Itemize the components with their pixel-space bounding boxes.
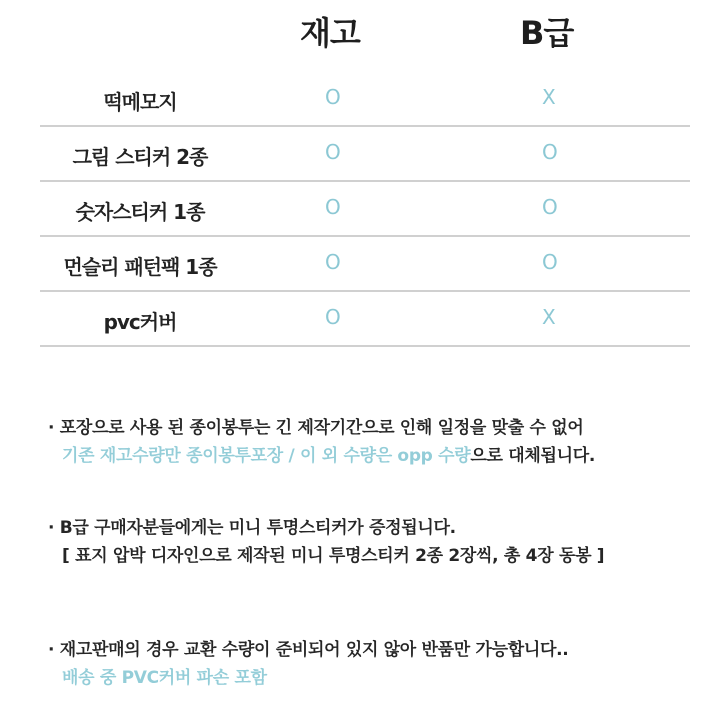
note-highlight: 배송 중 PVC커버 파손 포함 [62,668,267,688]
comparison-table [40,72,690,347]
bgrade-mark: O [542,195,558,219]
note-packaging [48,414,595,470]
table-row [40,237,690,292]
bgrade-mark: O [542,140,558,164]
stock-mark: O [325,305,341,329]
table-row [40,127,690,182]
stock-mark: O [325,250,341,274]
note-text: · 포장으로 사용 된 종이봉투는 긴 제작기간으로 인해 일정을 맞출 수 없어 [48,418,584,438]
row-label: 떡메모지 [103,90,177,114]
row-label: 숫자스티커 1종 [75,200,205,224]
table-header [0,8,720,58]
note-text: · 재고판매의 경우 교환 수량이 준비되어 있지 않아 반품만 가능합니다.. [48,640,569,660]
row-label: 그림 스티커 2종 [72,145,208,169]
row-label: 먼슬리 패턴팩 1종 [63,255,217,279]
stock-mark: O [325,140,341,164]
stock-mark: O [325,85,341,109]
row-label: pvc커버 [103,310,177,334]
table-row [40,182,690,237]
bgrade-mark: X [542,305,556,329]
bgrade-mark: X [542,85,556,109]
column-header-bgrade: B급 [520,14,574,52]
table-row [40,72,690,127]
column-header-stock: 재고 [300,14,360,52]
note-text: 으로 대체됩니다. [470,446,596,466]
note-text: [ 표지 압박 디자인으로 제작된 미니 투명스티커 2종 2장씩, 총 4장 동봉 ] [62,546,605,566]
note-text: · B급 구매자분들에게는 미니 투명스티커가 증정됩니다. [48,518,456,538]
note-highlight: 기존 재고수량만 종이봉투포장 / 이 외 수량은 opp 수량 [62,446,471,466]
note-returns [48,636,568,692]
note-bgrade-gift [48,514,604,570]
bgrade-mark: O [542,250,558,274]
table-row [40,292,690,347]
stock-mark: O [325,195,341,219]
